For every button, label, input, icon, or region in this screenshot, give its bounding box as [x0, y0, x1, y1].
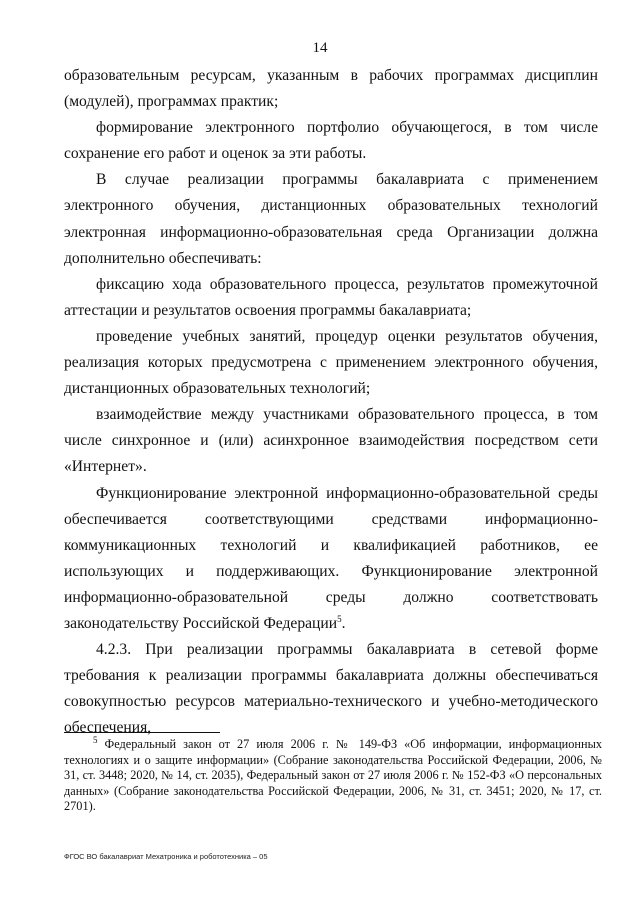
paragraph: формирование электронного портфолио обучающегося, в том числе сохранение его работ и оценок за эти работы.: [64, 119, 598, 163]
footnote-text: Федеральный закон от 27 июля 2006 г. № 149-ФЗ «Об информации, информационных технологиях и о защите информации» (Собрание законодательства Российской Федерации, 2006, № 31, ст. 3448; 2020, № 14, ст. 2035), Федеральный закон от 27 июля 2006 г. № 152-ФЗ «О персональных данных» (Собрание законодательства Российской Федерации, 2006, № 31, ст. 3451; 2020, № 17, ст. 2701).: [64, 737, 602, 814]
footnote-number: 5: [93, 734, 98, 745]
page-footer: ФГОС ВО бакалавриат Мехатроника и робототехника – 05: [64, 852, 268, 861]
footnote-separator: [64, 732, 220, 733]
paragraph-with-footnote: [64, 481, 598, 638]
paragraph: 4.2.3. При реализации программы бакалавриата в сетевой форме требования к реализации программы бакалавриата должны обеспечиваться совокупностью ресурсов материально-технического и учебно-методического обеспечения,: [64, 641, 598, 737]
body-text: [64, 63, 598, 741]
paragraph: взаимодействие между участниками образовательного процесса, в том числе синхронное и (или) асинхронное взаимодействия посредством сети «Интернет».: [64, 406, 598, 476]
footnote-reference[interactable]: 5: [337, 613, 342, 624]
paragraph-text: Функционирование электронной информационно-образовательной среды обеспечивается соответствующими средствами информационно-коммуникационных технологий и квалификацией работников, ее использующих и поддерживающих. Функционирование электронной информационно-образовательной среды должно соответствовать законодательству Российской Федерации: [64, 484, 598, 632]
page-number: 14: [312, 40, 328, 56]
paragraph: фиксацию хода образовательного процесса, результатов промежуточной аттестации и результатов освоения программы бакалавриата;: [64, 275, 598, 319]
paragraph: образовательным ресурсам, указанным в рабочих программах дисциплин (модулей), программах практик;: [64, 67, 598, 111]
paragraph: В случае реализации программы бакалавриата с применением электронного обучения, дистанционных образовательных технологий электронная информационно-образовательная среда Организации должна дополнительно обеспечивать:: [64, 171, 598, 267]
paragraph: проведение учебных занятий, процедур оценки результатов обучения, реализация которых предусмотрена с применением электронного обучения, дистанционных образовательных технологий;: [64, 327, 598, 398]
paragraph-end-punctuation: .: [341, 614, 346, 632]
footnote: [64, 734, 602, 815]
